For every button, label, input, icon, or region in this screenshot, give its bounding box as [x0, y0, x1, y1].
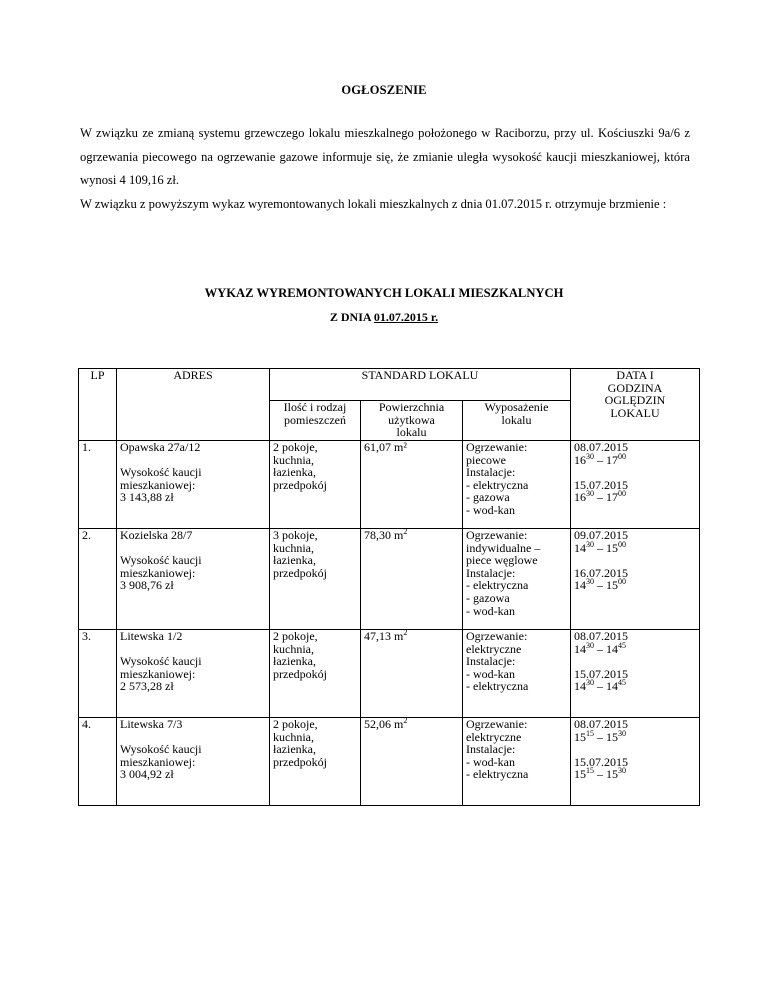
deposit-amount: 3 143,88 zł: [120, 490, 174, 505]
viewing-time: $16^{30} - 17^{00}$: [574, 451, 626, 467]
header-equipment-text: Wyposażenie lokalu: [484, 400, 549, 427]
rooms-cell: [270, 718, 361, 806]
area-cell: [361, 630, 463, 718]
viewing-date: 08.07.2015: [574, 440, 628, 454]
address: Litewska 1/2: [120, 629, 183, 643]
page-title: OGŁOSZENIE: [341, 83, 427, 97]
viewing-date: 15.07.2015: [574, 477, 628, 492]
row-number: 3.: [79, 630, 117, 718]
equipment-line: elektryczne: [466, 641, 522, 656]
viewing-time: $14^{30} - 15^{00}$: [574, 539, 626, 555]
row-number: 4.: [79, 718, 117, 806]
equipment-line: - wod-kan: [466, 666, 515, 681]
area-value: 78,30 m: [364, 528, 404, 542]
deposit-label: Wysokość kaucji: [120, 553, 202, 568]
equipment-cell: [463, 441, 571, 529]
equipment-line: Instalacje:: [466, 654, 516, 669]
equipment-line: - wod-kan: [466, 754, 515, 769]
rooms-line: kuchnia,: [273, 452, 314, 467]
paragraph-1: W związku ze zmianą systemu grzewczego lokalu mieszkalnego położonego w Raciborzu, przy ul. Kościuszki 9a/6 z ogrzewania piecowego na ogrzewanie gazowe informuje się, że zmianie uległa wysokość kaucji mieszkaniowej, która wynosi 4 109,16 zł.: [80, 126, 690, 187]
deposit-amount: 3 908,76 zł: [120, 578, 174, 593]
equipment-line: Ogrzewanie:: [466, 629, 528, 643]
area-value: 61,07 m²: [364, 440, 407, 454]
deposit-label: Wysokość kaucji: [120, 465, 202, 480]
area-unit-exponent: 2: [403, 716, 408, 725]
equipment-line: Instalacje:: [466, 465, 516, 480]
deposit-label-2: mieszkaniowej:: [120, 565, 196, 580]
header-viewing-date-text: DATA I GODZINA OGLĘDZIN LOKALU: [604, 368, 666, 420]
header-rooms: [270, 401, 361, 441]
area-cell: [361, 718, 463, 806]
rooms-line: kuchnia,: [273, 641, 314, 656]
row-number: 1.: [79, 441, 117, 529]
viewing-time: $16^{30} - 17^{00}$: [574, 489, 626, 505]
row-number: 2.: [79, 529, 117, 630]
rooms-line: łazienka,: [273, 465, 316, 480]
equipment-line: Ogrzewanie:: [466, 528, 528, 542]
equipment-cell: [463, 529, 571, 630]
equipment-cell: [463, 630, 571, 718]
address: Litewska 7/3: [120, 717, 183, 731]
rooms-line: kuchnia,: [273, 540, 314, 555]
equipment-line: - gazowa: [466, 590, 510, 605]
viewing-date: 15.07.2015: [574, 754, 628, 769]
rooms-cell: [270, 529, 361, 630]
table-header-row: [79, 369, 700, 401]
address-cell: [117, 441, 270, 529]
header-standard: STANDARD LOKALU: [270, 369, 571, 401]
viewing-time: $15^{15} - 15^{30}$: [574, 766, 626, 782]
address: Kozielska 28/7: [120, 528, 193, 542]
deposit-label-2: mieszkaniowej:: [120, 477, 196, 492]
header-area-text: Powierzchnia użytkowa lokalu: [378, 400, 445, 440]
rooms-line: przedpokój: [273, 477, 327, 492]
viewing-cell: [571, 630, 700, 718]
viewing-date: 09.07.2015: [574, 528, 628, 542]
rooms-line: 2 pokoje,: [273, 717, 318, 731]
viewing-cell: [571, 441, 700, 529]
header-equipment: [463, 401, 571, 441]
header-rooms-text: Ilość i rodzaj pomieszczeń: [283, 400, 347, 427]
table-row: [79, 718, 700, 806]
equipment-line: piecowe: [466, 452, 506, 467]
area-unit-exponent: 2: [403, 628, 408, 637]
apartments-table: [78, 368, 700, 806]
address-cell: [117, 630, 270, 718]
list-date: 01.07.2015 r.: [373, 310, 439, 324]
header-area: [361, 401, 463, 441]
viewing-cell: [571, 718, 700, 806]
equipment-line: - wod-kan: [466, 603, 515, 618]
equipment-line: - elektryczna: [466, 679, 529, 694]
viewing-cell: [571, 529, 700, 630]
address: Opawska 27a/12: [120, 440, 201, 454]
equipment-line: - elektryczna: [466, 767, 529, 782]
address-cell: [117, 718, 270, 806]
rooms-cell: [270, 441, 361, 529]
address-cell: [117, 529, 270, 630]
deposit-label-2: mieszkaniowej:: [120, 666, 196, 681]
rooms-line: przedpokój: [273, 666, 327, 681]
equipment-line: Ogrzewanie:: [466, 717, 528, 731]
rooms-line: łazienka,: [273, 742, 316, 757]
table-row: [79, 630, 700, 718]
equipment-line: - wod-kan: [466, 502, 515, 517]
equipment-line: elektryczne: [466, 729, 522, 744]
area-value: 52,06 m: [364, 717, 404, 731]
area-cell: [361, 529, 463, 630]
deposit-label: Wysokość kaucji: [120, 654, 202, 669]
viewing-time: $14^{30} - 14^{45}$: [574, 640, 626, 656]
equipment-cell: [463, 718, 571, 806]
rooms-line: 2 pokoje,: [273, 440, 318, 454]
viewing-time: $15^{15} - 15^{30}$: [574, 728, 626, 744]
rooms-line: kuchnia,: [273, 729, 314, 744]
area-cell: [361, 441, 463, 529]
rooms-line: przedpokój: [273, 565, 327, 580]
viewing-date: 15.07.2015: [574, 666, 628, 681]
equipment-line: - elektryczna: [466, 477, 529, 492]
rooms-line: łazienka,: [273, 654, 316, 669]
viewing-date: 08.07.2015: [574, 629, 628, 643]
deposit-label: Wysokość kaucji: [120, 742, 202, 757]
deposit-label-2: mieszkaniowej:: [120, 754, 196, 769]
equipment-line: Ogrzewanie:: [466, 440, 528, 454]
paragraph-2: W związku z powyższym wykaz wyremontowanych lokali mieszkalnych z dnia 01.07.2015 r. otrzymuje brzmienie :: [80, 197, 667, 211]
viewing-time: $14^{30} - 15^{00}$: [574, 577, 626, 593]
deposit-amount: 3 004,92 zł: [120, 767, 174, 782]
deposit-amount: 2 573,28 zł: [120, 679, 174, 694]
list-title: WYKAZ WYREMONTOWANYCH LOKALI MIESZKALNYCH: [204, 286, 564, 300]
viewing-date: 08.07.2015: [574, 717, 628, 731]
equipment-line: piece węglowe: [466, 553, 538, 568]
equipment-line: indywidualne –: [466, 540, 541, 555]
header-address: ADRES: [117, 369, 270, 441]
rooms-line: 3 pokoje,: [273, 528, 318, 542]
table-row: [79, 529, 700, 630]
area-unit-exponent: 2: [403, 527, 408, 536]
rooms-line: 2 pokoje,: [273, 629, 318, 643]
equipment-line: - gazowa: [466, 490, 510, 505]
header-lp: LP: [79, 369, 117, 441]
viewing-time: $14^{30} - 14^{45}$: [574, 678, 626, 694]
rooms-cell: [270, 630, 361, 718]
equipment-line: Instalacje:: [466, 565, 516, 580]
rooms-line: łazienka,: [273, 553, 316, 568]
viewing-date: 16.07.2015: [574, 565, 628, 580]
table-row: [79, 441, 700, 529]
rooms-line: przedpokój: [273, 754, 327, 769]
equipment-line: - elektryczna: [466, 578, 529, 593]
area-value: 47,13 m: [364, 629, 404, 643]
list-date-prefix: Z DNIA: [329, 310, 371, 324]
header-viewing-date: [571, 369, 700, 441]
equipment-line: Instalacje:: [466, 742, 516, 757]
list-date-line: [0, 310, 768, 325]
